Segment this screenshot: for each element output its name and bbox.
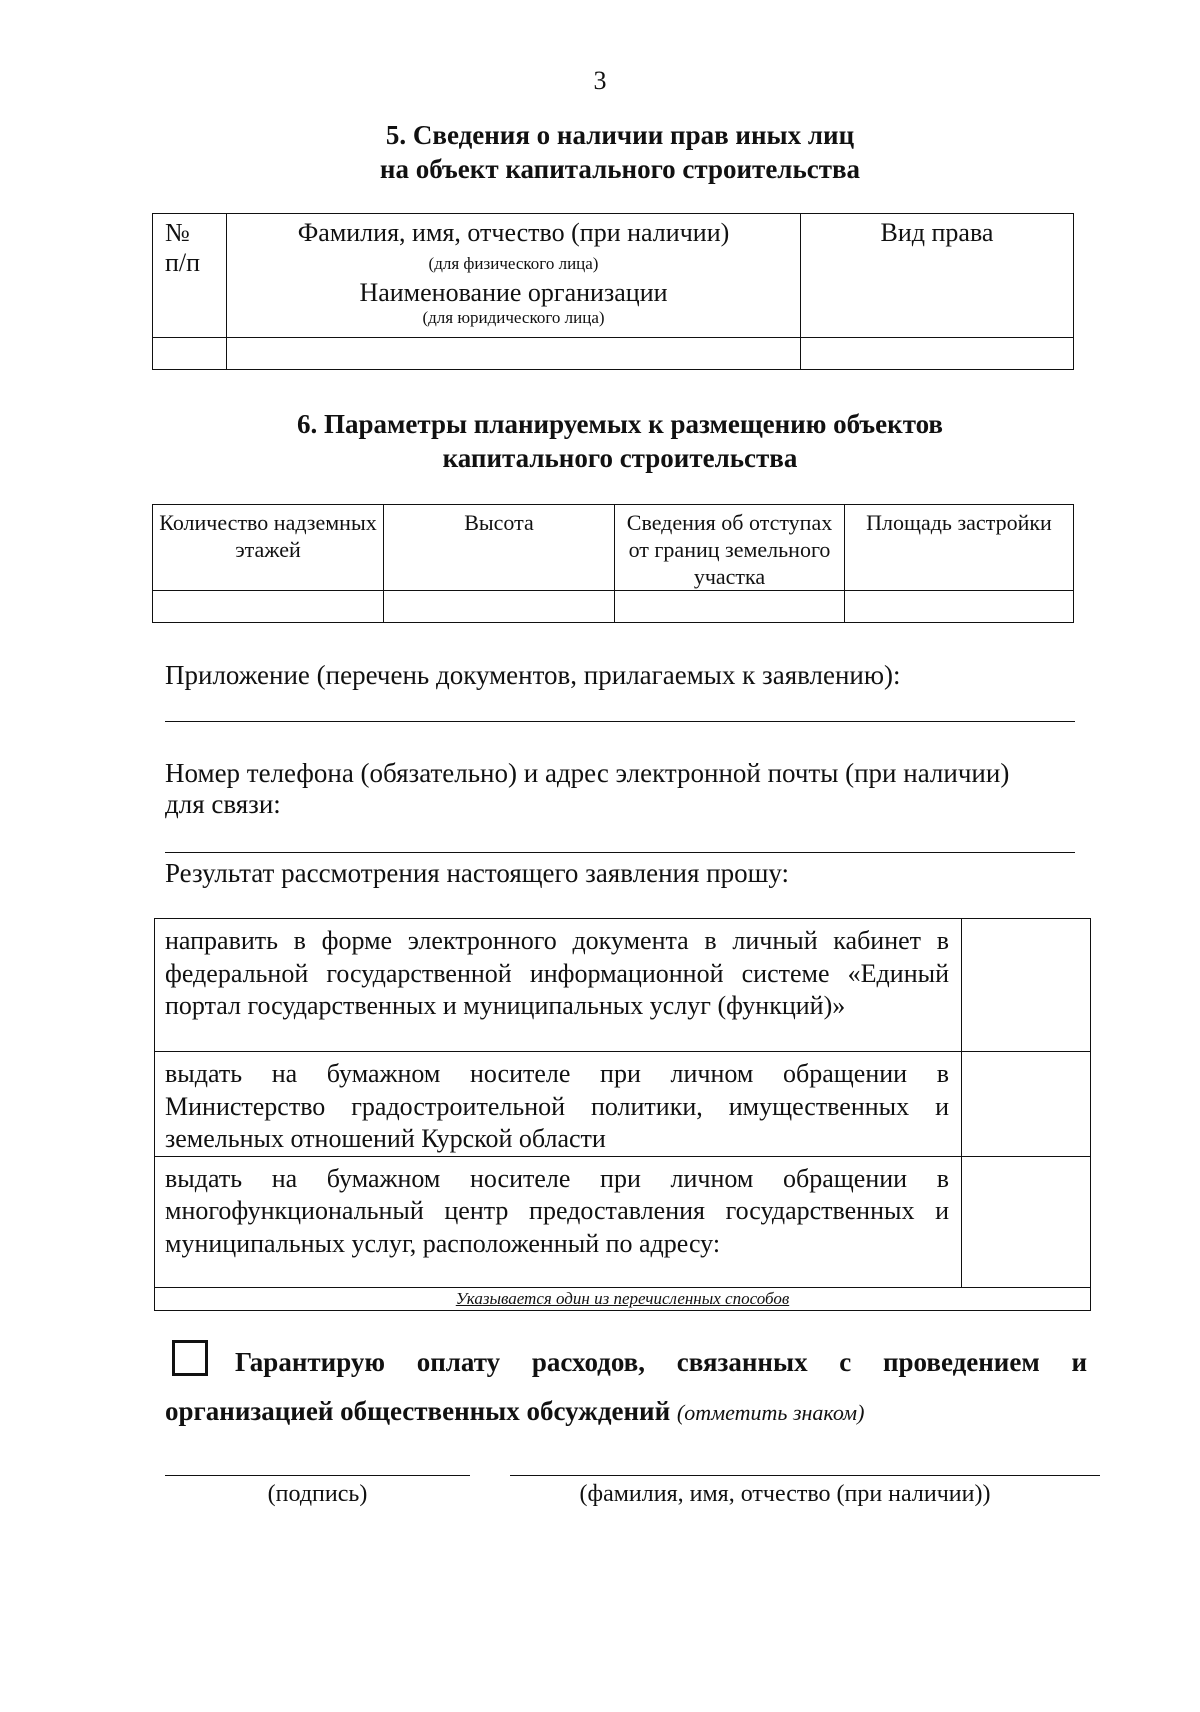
guarantee-hint: (отметить знаком) — [676, 1400, 865, 1425]
section5-title-line2: на объект капитального строительства — [379, 154, 861, 184]
rights-col-number — [153, 214, 227, 338]
result-label: Результат рассмотрения настоящего заявления прошу: — [165, 858, 790, 888]
result-option-row — [155, 1052, 1091, 1157]
organization-header: Наименование организации — [359, 278, 668, 307]
param-col-floors: Количество надземных этажей — [153, 505, 384, 591]
name-note-individual: (для физического лица) — [428, 254, 599, 273]
result-option-row — [155, 919, 1091, 1052]
guarantee-text: Гарантирую оплату расходов, связанных с проведением и организацией общественных обсуждений — [165, 1347, 1087, 1426]
parameters-empty-row — [153, 591, 1074, 623]
section6-title-line1: 6. Параметры планируемых к размещению объектов — [296, 409, 944, 439]
section5-title — [0, 118, 1200, 186]
guarantee-statement — [165, 1338, 1087, 1437]
signature-line[interactable] — [165, 1475, 470, 1476]
param-col-height: Высота — [384, 505, 615, 591]
result-option-mfc: выдать на бумажном носителе при личном обращении в многофункциональный центр предоставления государственных и муниципальных услуг, расположенный по адресу: — [155, 1156, 962, 1287]
result-option-mfc-mark[interactable] — [962, 1156, 1091, 1287]
signature-caption: (подпись) — [267, 1481, 368, 1507]
result-option-portal: направить в форме электронного документа в личный кабинет в федеральной государственной информационной системе «Единый портал государственных и муниципальных услуг (функций)» — [155, 919, 962, 1052]
contact-label — [165, 758, 1085, 820]
section6-title — [0, 407, 1200, 475]
result-option-ministry-mark[interactable] — [962, 1052, 1091, 1157]
section5-title-line1: 5. Сведения о наличии прав иных лиц — [385, 120, 855, 150]
appendix-label: Приложение (перечень документов, прилагаемых к заявлению): — [165, 660, 901, 690]
parameters-header-row — [153, 505, 1074, 591]
rights-table-empty-row — [153, 338, 1074, 370]
rights-cell-type[interactable] — [801, 338, 1074, 370]
fullname-line[interactable] — [510, 1475, 1100, 1476]
result-option-portal-mark[interactable] — [962, 919, 1091, 1052]
rights-cell-number[interactable] — [153, 338, 227, 370]
rights-table-header-row — [153, 214, 1074, 338]
page-number: 3 — [593, 66, 607, 95]
result-note: Указывается один из перечисленных способов — [155, 1287, 1091, 1310]
name-header: Фамилия, имя, отчество (при наличии) — [297, 218, 730, 247]
param-col-setbacks: Сведения об отступах от границ земельного участка — [615, 505, 845, 591]
result-note-row — [155, 1287, 1091, 1310]
fullname-caption: (фамилия, имя, отчество (при наличии)) — [579, 1481, 991, 1507]
param-cell-area[interactable] — [845, 591, 1074, 623]
number-sub: п/п — [165, 248, 201, 277]
result-options-table — [154, 918, 1091, 1311]
name-note-legal: (для юридического лица) — [422, 308, 605, 327]
contact-label-line1: Номер телефона (обязательно) и адрес электронной почты (при наличии) — [165, 758, 1010, 788]
contact-label-line2: для связи: — [165, 789, 281, 819]
rights-table — [152, 213, 1074, 370]
contact-line[interactable] — [165, 852, 1075, 853]
rights-col-name — [227, 214, 801, 338]
right-type-header: Вид права — [880, 218, 994, 247]
number-sign: № — [165, 218, 190, 247]
result-option-row — [155, 1156, 1091, 1287]
rights-col-type — [801, 214, 1074, 338]
param-cell-floors[interactable] — [153, 591, 384, 623]
param-cell-height[interactable] — [384, 591, 615, 623]
section6-title-line2: капитального строительства — [442, 443, 798, 473]
parameters-table — [152, 504, 1074, 623]
result-option-ministry: выдать на бумажном носителе при личном обращении в Министерство градостроительной политики, имущественных и земельных отношений Курской области — [155, 1052, 962, 1157]
rights-cell-name[interactable] — [227, 338, 801, 370]
param-cell-setbacks[interactable] — [615, 591, 845, 623]
appendix-line[interactable] — [165, 721, 1075, 722]
param-col-area: Площадь застройки — [845, 505, 1074, 591]
